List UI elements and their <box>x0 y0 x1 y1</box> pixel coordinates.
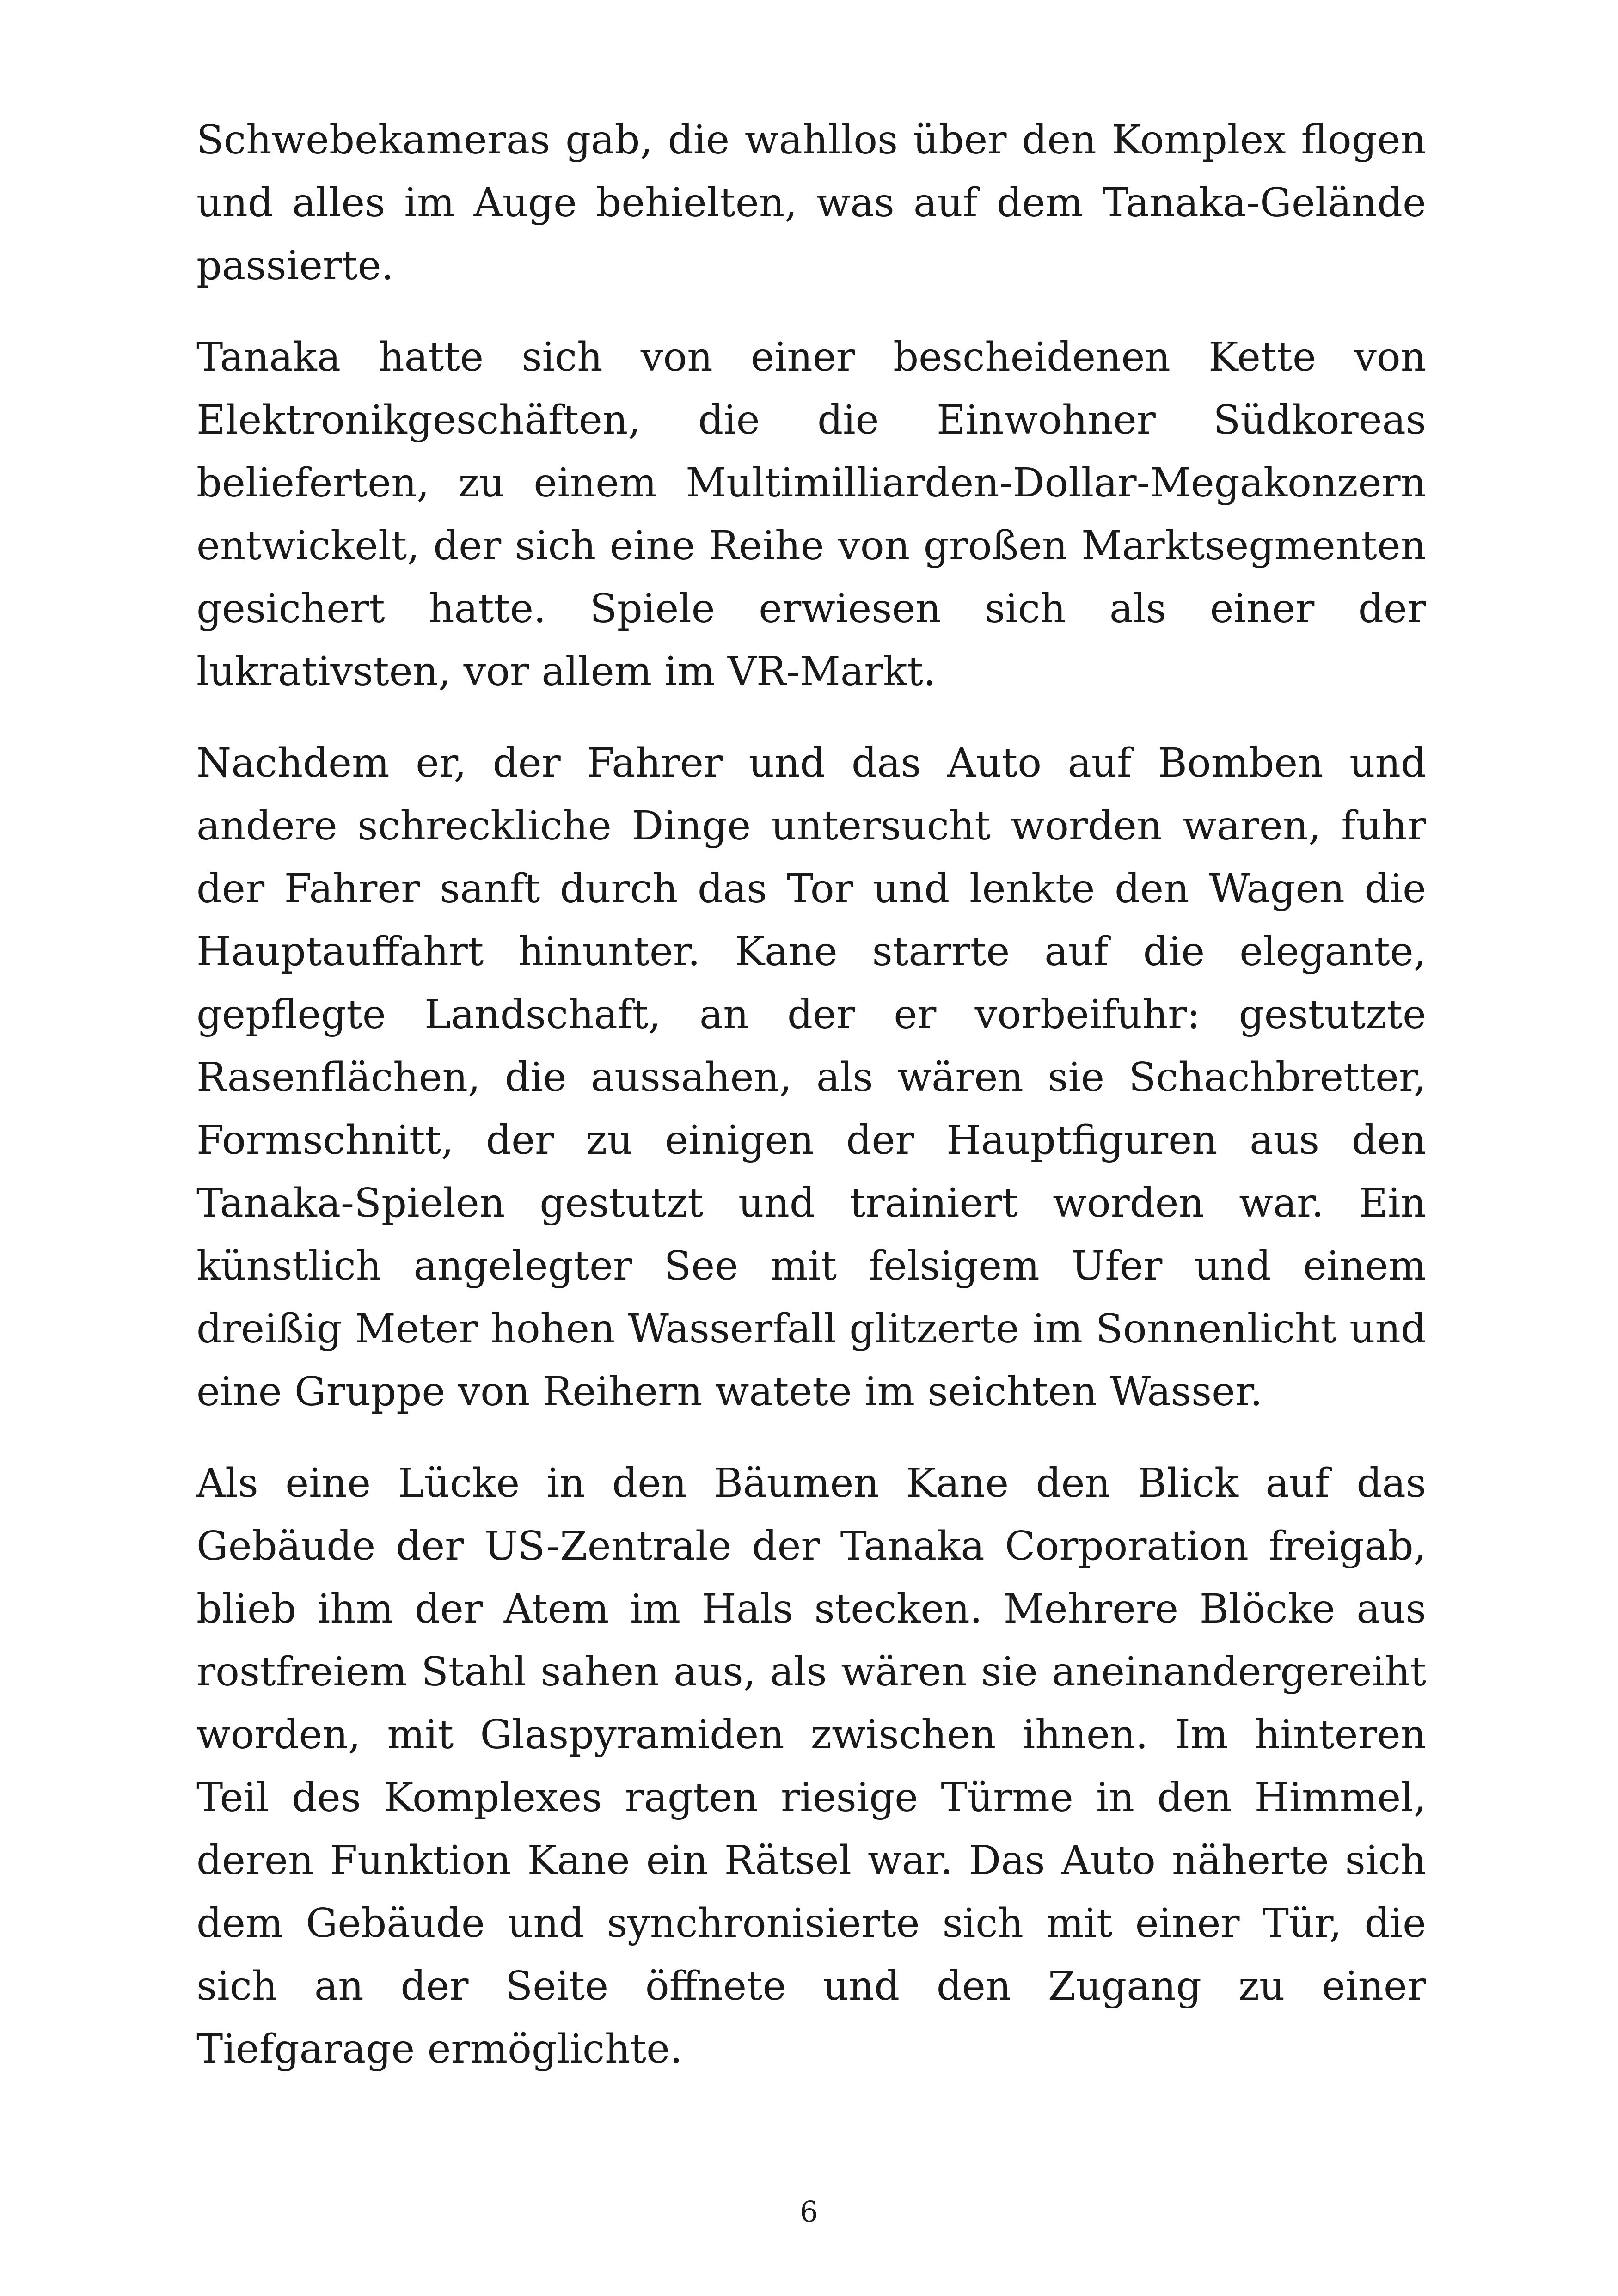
paragraph-1: Schwebekameras gab, die wahllos über den Komplex flogen und alles im Auge behielten, was auf dem Tanaka-Gelände passierte. <box>196 117 1426 289</box>
paragraph-4: Als eine Lücke in den Bäumen Kane den Blick auf das Gebäude der US-Zentrale der Tanaka Corporation freigab, blieb ihm der Atem im Hals stecken. Mehrere Blöcke aus rostfreiem Stahl sahen aus, als wären sie aneinandergereiht worden, mit Glaspyramiden zwischen ihnen. Im hinteren Teil des Komplexes ragten riesige Türme in den Himmel, deren Funktion Kane ein Rätsel war. Das Auto näherte sich dem Gebäude und synchronisierte sich mit einer Tür, die sich an der Seite öffnete und den Zugang zu einer Tiefgarage ermöglichte. <box>196 1460 1426 2072</box>
body-text <box>196 109 1426 2109</box>
page-number: 6 <box>800 2195 818 2229</box>
paragraph-3: Nachdem er, der Fahrer und das Auto auf Bomben und andere schreckliche Dinge untersucht worden waren, fuhr der Fahrer sanft durch das Tor und lenkte den Wagen die Hauptauffahrt hinunter. Kane starrte auf die elegante, gepflegte Landschaft, an der er vorbeifuhr: gestutzte Rasenflächen, die aussahen, als wären sie Schachbretter, Formschnitt, der zu einigen der Hauptfiguren aus den Tanaka-Spielen gestutzt und trainiert worden war. Ein künstlich angelegter See mit felsigem Ufer und einem dreißig Meter hohen Wasserfall glitzerte im Sonnenlicht und eine Gruppe von Reihern watete im seichten Wasser. <box>196 740 1426 1415</box>
paragraph-2: Tanaka hatte sich von einer bescheidenen Kette von Elektronikgeschäften, die die Einwohner Südkoreas belieferten, zu einem Multimilliarden-Dollar-Megakonzern entwickelt, der sich eine Reihe von großen Marktsegmenten gesichert hatte. Spiele erwiesen sich als einer der lukrativsten, vor allem im VR-Markt. <box>196 334 1426 695</box>
